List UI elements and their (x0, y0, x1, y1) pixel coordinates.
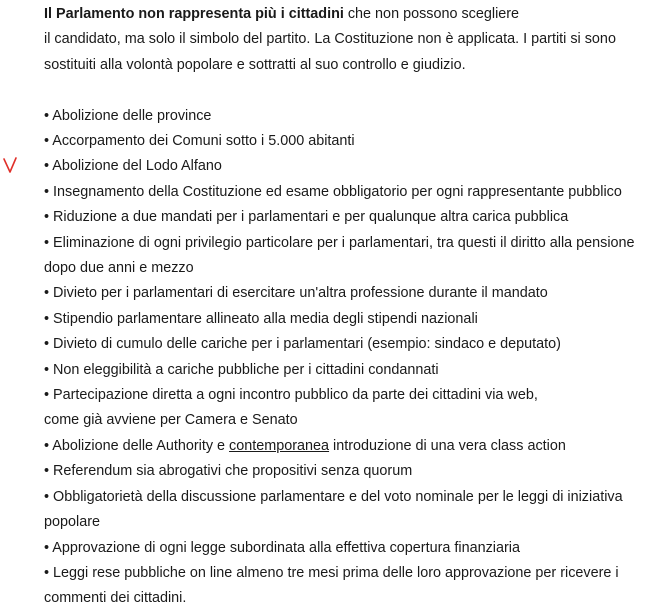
list-item: • Stipendio parlamentare allineato alla media degli stipendi nazionali (44, 310, 478, 327)
intro-line-2: il candidato, ma solo il simbolo del partito. La Costituzione non è applicata. I partiti si sono (44, 31, 616, 48)
list-item: • Obbligatorietà della discussione parlamentare e del voto nominale per le leggi di iniziativa (44, 488, 623, 505)
list-item: • Referendum sia abrogativi che propositivi senza quorum (44, 463, 413, 480)
list-item-continuation: come già avviene per Camera e Senato (44, 412, 298, 429)
list-item-continuation: popolare (44, 514, 101, 531)
handwritten-check-icon (0, 154, 22, 176)
underlined-word: contemporanea (229, 437, 330, 454)
list-item: • Divieto per i parlamentari di esercitare un'altra professione durante il mandato (44, 285, 548, 302)
list-item: • Partecipazione diretta a ogni incontro pubblico da parte dei cittadini via web, (44, 387, 538, 404)
intro-line-3: sostituiti alla volontà popolare e sottratti al suo controllo e giudizio. (44, 56, 466, 73)
list-item: • Abolizione delle province (44, 107, 212, 124)
list-item: • Insegnamento della Costituzione ed esame obbligatorio per ogni rappresentante pubblico (44, 183, 622, 200)
list-item: • Divieto di cumulo delle cariche per i parlamentari (esempio: sindaco e deputato) (44, 336, 561, 353)
list-item: • Non eleggibilità a cariche pubbliche per i cittadini condannati (44, 361, 439, 378)
list-item-text: • Abolizione delle Authority e (44, 437, 230, 454)
document-body (44, 0, 650, 612)
list-item-text: introduzione di una vera class action (329, 437, 566, 454)
list-item-continuation: dopo due anni e mezzo (44, 260, 194, 277)
intro-line-1 (44, 2, 650, 27)
list-item: • Eliminazione di ogni privilegio particolare per i parlamentari, tra questi il diritto alla pensione (44, 234, 635, 251)
list-item: • Approvazione di ogni legge subordinata alla effettiva copertura finanziaria (44, 539, 520, 556)
paragraph-gap (44, 78, 650, 103)
intro-bold-lead: Il Parlamento non rappresenta più i cittadini (44, 6, 344, 22)
list-item: • Abolizione del Lodo Alfano (44, 158, 222, 175)
list-item: • Leggi rese pubbliche on line almeno tre mesi prima delle loro approvazione per ricevere i (44, 564, 619, 581)
intro-lead-rest: che non possono scegliere (343, 6, 520, 22)
list-item-continuation: commenti dei cittadini. (44, 590, 187, 607)
list-item: • Accorpamento dei Comuni sotto i 5.000 abitanti (44, 133, 355, 150)
list-item (44, 434, 650, 459)
list-item: • Riduzione a due mandati per i parlamentari e per qualunque altra carica pubblica (44, 209, 569, 226)
